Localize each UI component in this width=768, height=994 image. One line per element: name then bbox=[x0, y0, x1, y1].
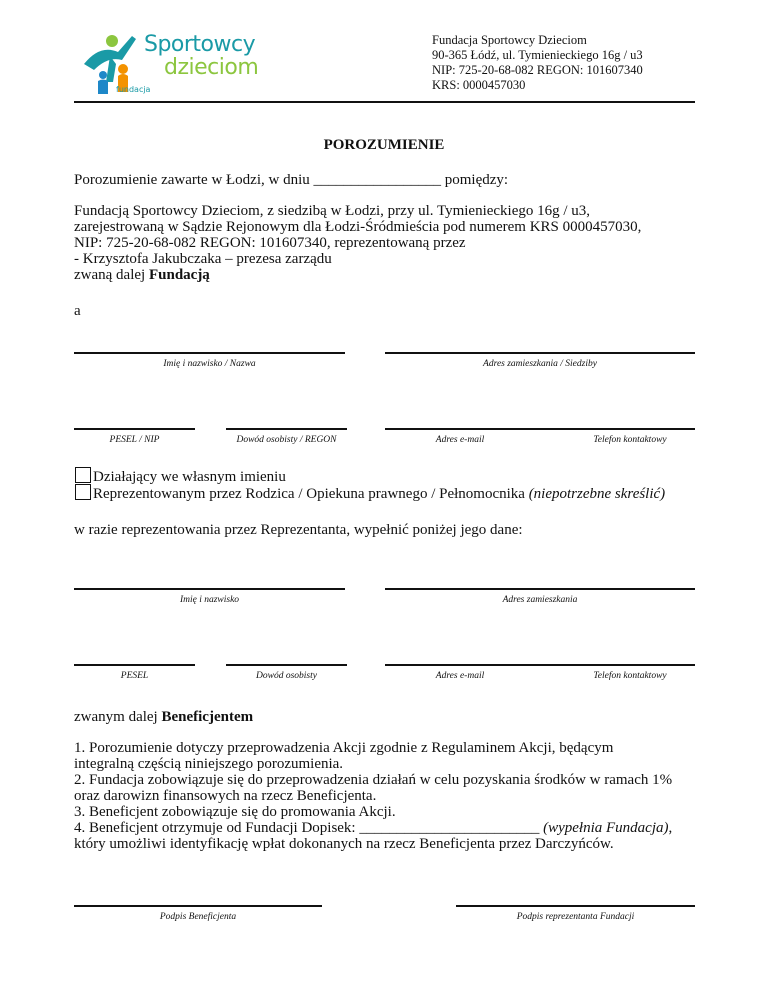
party-alias: Fundacją bbox=[148, 267, 210, 283]
id-field-caption: Dowód osobisty / REGON bbox=[236, 435, 337, 445]
term-text: 4. Beneficjent otrzymuje od Fundacji Dopisek: ________________________ bbox=[74, 820, 544, 836]
name-field-caption: Imię i nazwisko / Nazwa bbox=[163, 359, 256, 369]
rep-name-field-line[interactable] bbox=[74, 588, 345, 590]
pesel-field-line[interactable] bbox=[74, 428, 195, 430]
beneficiary-line bbox=[74, 709, 253, 725]
contact-field-line[interactable] bbox=[385, 428, 695, 430]
party-line bbox=[74, 267, 641, 283]
email-field-caption: Adres e-mail bbox=[435, 435, 485, 445]
foundation-logo bbox=[80, 30, 259, 100]
foundation-signature-caption: Podpis reprezentanta Fundacji bbox=[516, 912, 635, 922]
party-line: - Krzysztofa Jakubczaka – prezesa zarządu bbox=[74, 251, 332, 267]
term-note: (wypełnia Fundacja) bbox=[543, 820, 669, 836]
intro-text: Porozumienie zawarte w Łodzi, w dniu _________________ pomiędzy: bbox=[74, 172, 509, 188]
option-represented-label: Reprezentowanym przez Rodzica / Opiekuna prawnego / Pełnomocnika bbox=[93, 486, 529, 502]
beneficiary-signature-caption: Podpis Beneficjenta bbox=[159, 912, 237, 922]
header-rule bbox=[74, 101, 695, 103]
option-note: (niepotrzebne skreślić) bbox=[528, 486, 666, 502]
header-address: 90-365 Łódź, ul. Tymienieckiego 16g / u3 bbox=[432, 48, 643, 62]
representative-intro: w razie reprezentowania przez Reprezentanta, wypełnić poniżej jego dane: bbox=[74, 522, 523, 538]
rep-address-field-line[interactable] bbox=[385, 588, 695, 590]
conjunction: a bbox=[74, 303, 81, 319]
header-contact bbox=[432, 33, 643, 93]
term-line bbox=[74, 820, 672, 836]
rep-pesel-field-line[interactable] bbox=[74, 664, 195, 666]
rep-email-field-caption: Adres e-mail bbox=[435, 671, 485, 681]
header-ids: NIP: 725-20-68-082 REGON: 101607340 bbox=[432, 63, 643, 77]
term-punct: , bbox=[668, 820, 673, 836]
rep-id-field-caption: Dowód osobisty bbox=[256, 671, 317, 681]
term-line: 3. Beneficjent zobowiązuje się do promowania Akcji. bbox=[74, 804, 396, 820]
option-represented bbox=[75, 484, 665, 502]
name-field-line[interactable] bbox=[74, 352, 345, 354]
term-line: który umożliwi identyfikację wpłat dokonanych na rzecz Beneficjenta przez Darczyńców. bbox=[74, 836, 614, 852]
id-field-line[interactable] bbox=[226, 428, 347, 430]
terms-list bbox=[74, 740, 672, 852]
term-line: integralną częścią niniejszego porozumienia. bbox=[74, 756, 344, 772]
rep-name-field-caption: Imię i nazwisko bbox=[179, 595, 240, 605]
self-checkbox[interactable] bbox=[75, 467, 91, 483]
beneficiary-alias: Beneficjentem bbox=[161, 709, 254, 725]
term-line: oraz darowizn finansowych na rzecz Beneficjenta. bbox=[74, 788, 377, 804]
term-line: 2. Fundacja zobowiązuje się do przeprowadzenia działań w celu pozyskania środków w ramach 1% bbox=[74, 772, 673, 788]
term-line: 1. Porozumienie dotyczy przeprowadzenia Akcji zgodnie z Regulaminem Akcji, będącym bbox=[74, 740, 614, 756]
rep-contact-field-line[interactable] bbox=[385, 664, 695, 666]
represented-checkbox[interactable] bbox=[75, 484, 91, 500]
option-self-label: Działający we własnym imieniu bbox=[93, 469, 286, 485]
beneficiary-signature-line[interactable] bbox=[74, 905, 322, 907]
party-foundation bbox=[74, 203, 641, 283]
logo-text-top: Sportowcy bbox=[144, 32, 256, 57]
pesel-field-caption: PESEL / NIP bbox=[109, 435, 160, 445]
rep-address-field-caption: Adres zamieszkania bbox=[502, 595, 578, 605]
rep-id-field-line[interactable] bbox=[226, 664, 347, 666]
address-field-line[interactable] bbox=[385, 352, 695, 354]
document-title: POROZUMIENIE bbox=[323, 137, 445, 153]
party-line: NIP: 725-20-68-082 REGON: 101607340, reprezentowaną przez bbox=[74, 235, 466, 251]
header-org: Fundacja Sportowcy Dzieciom bbox=[432, 33, 587, 47]
beneficiary-prefix: zwanym dalej bbox=[74, 709, 162, 725]
party-line: zarejestrowaną w Sądzie Rejonowym dla Łodzi-Śródmieścia pod numerem KRS 0000457030, bbox=[74, 219, 642, 235]
rep-pesel-field-caption: PESEL bbox=[120, 671, 149, 681]
foundation-signature-line[interactable] bbox=[456, 905, 695, 907]
phone-field-caption: Telefon kontaktowy bbox=[593, 435, 667, 445]
rep-phone-field-caption: Telefon kontaktowy bbox=[593, 671, 667, 681]
header-krs: KRS: 0000457030 bbox=[432, 78, 526, 92]
logo-subtext: fundacja bbox=[116, 85, 151, 94]
address-field-caption: Adres zamieszkania / Siedziby bbox=[483, 359, 597, 369]
party-suffix: zwaną dalej bbox=[74, 267, 149, 283]
party-line: Fundacją Sportowcy Dzieciom, z siedzibą w Łodzi, przy ul. Tymienieckiego 16g / u3, bbox=[74, 203, 591, 219]
option-self bbox=[75, 467, 286, 485]
logo-text-bottom: dzieciom bbox=[164, 55, 259, 80]
